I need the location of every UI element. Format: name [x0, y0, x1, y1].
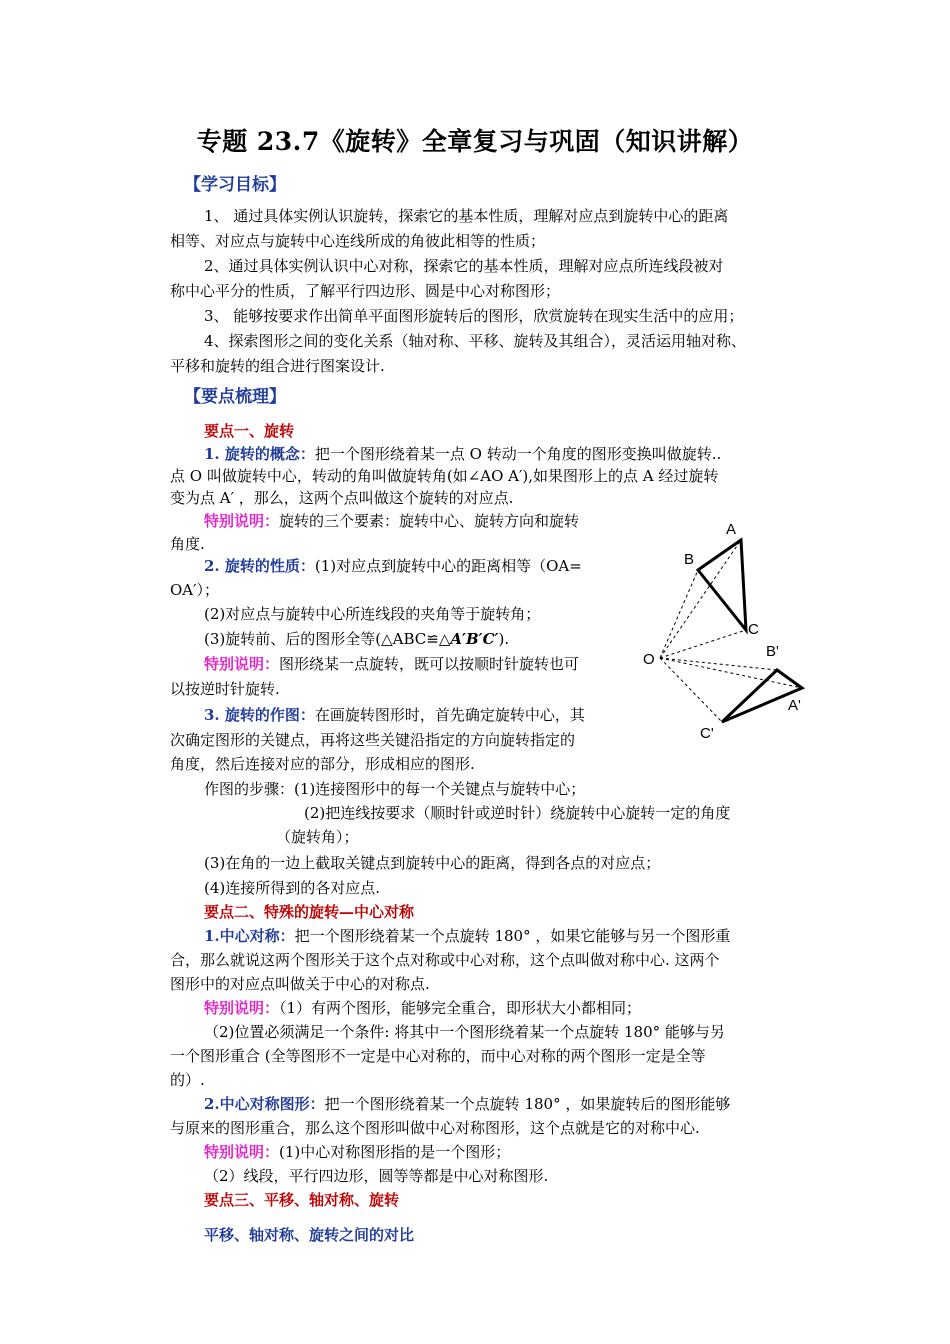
cs-note-line-2: （2)位置必须满足一个条件: 将其中一个图形绕着某一个点旋转 180° 能够与另: [204, 1023, 725, 1041]
line-oc: [660, 630, 746, 658]
line-oc2: [660, 658, 722, 722]
property-line-3: (2)对应点与旋转中心所连线段的夹角等于旋转角；: [204, 605, 541, 623]
triangle-abc: [698, 540, 746, 630]
property-label: 2. 旋转的性质：: [204, 557, 315, 575]
steps-line-4: (3)在角的一边上截取关键点到旋转中心的距离，得到各点的对应点；: [204, 854, 661, 872]
goal-line-5: 3、 能够按要求作出简单平面图形旋转后的图形，欣赏旋转在现实生活中的应用；: [204, 307, 744, 325]
cs-note-label: 特别说明：: [204, 999, 280, 1017]
rotation-diagram: [640, 512, 820, 742]
triangle-image-label: A′B′C′: [450, 630, 499, 648]
note1-line-2: 角度.: [170, 535, 205, 553]
cs-note-line-1: [204, 1001, 641, 1016]
page-title: 专题 23.7《旋转》全章复习与巩固（知识讲解）: [196, 127, 754, 156]
cs-figure-label: 2.中心对称图形：: [204, 1095, 325, 1113]
cs-figure-line-2: 与原来的图形重合，那么这个图形叫做中心对称图形，这个点就是它的对称中心.: [170, 1119, 700, 1137]
property-text: (1)对应点到旋转中心的距离相等（OA=: [314, 557, 582, 575]
cs-note-line-3: 一个图形重合 (全等图形不一定是中心对称的，而中心对称的两个图形一定是全等: [170, 1047, 706, 1065]
comparison-subheading: 平移、轴对称、旋转之间的对比: [204, 1226, 415, 1244]
goal-line-6: 4、探索图形之间的变化关系（轴对称、平移、旋转及其组合），灵活运用轴对称、: [204, 332, 747, 350]
cs-note2-label: 特别说明：: [204, 1143, 280, 1161]
property-congruent-end: ).: [498, 630, 510, 648]
label-c: C: [748, 621, 759, 638]
note2-line-1: [204, 657, 579, 672]
triangle-a2b2c2: [722, 670, 802, 722]
steps-line-2: (2)把连线按要求（顺时针或逆时针）绕旋转中心旋转一定的角度: [304, 804, 731, 822]
line-oa: [660, 540, 741, 658]
rotation-concept-line-2: 点 O 叫做旋转中心，转动的角叫做旋转角(如∠AO A′),如果图形上的点 A 经过旋转: [170, 467, 719, 485]
point2-heading: 要点二、特殊的旋转—中心对称: [204, 903, 415, 921]
cs-note2-line-1: [204, 1145, 510, 1160]
draw-label: 3. 旋转的作图：: [204, 706, 315, 724]
note2-label: 特别说明：: [204, 655, 280, 673]
point1-heading: 要点一、旋转: [204, 422, 295, 440]
steps-line-1: 作图的步骤：(1)连接图形中的每一个关键点与旋转中心；: [204, 780, 586, 798]
goal-line-3: 2、通过具体实例认识中心对称，探索它的基本性质，理解对应点所连线段被对: [204, 257, 724, 275]
cs-note-line-4: 的）.: [170, 1071, 205, 1089]
steps-line-5: (4)连接所得到的各对应点.: [204, 879, 381, 897]
goal-line-2: 相等、对应点与旋转中心连线所成的角彼此相等的性质；: [170, 232, 546, 250]
label-b: B: [684, 551, 695, 568]
cs-figure-line-1: [204, 1097, 730, 1112]
goals-heading: 【学习目标】: [184, 175, 286, 195]
note1-label: 特别说明：: [204, 512, 280, 530]
cs-figure-text: 把一个图形绕着某一个点旋转 180° ，如果旋转后的图形能够: [324, 1095, 731, 1113]
goal-line-7: 平移和旋转的组合进行图案设计.: [170, 357, 385, 375]
central-symmetry-line-2: 合，那么就说这两个图形关于这个点对称或中心对称，这个点叫做对称中心. 这两个: [170, 951, 720, 969]
cs-note2-line-2: （2）线段，平行四边形，圆等等都是中心对称图形.: [204, 1167, 549, 1185]
cs-note-text: （1）有两个图形，能够完全重合，即形状大小都相同；: [279, 999, 642, 1017]
central-symmetry-text: 把一个图形绕着某一个点旋转 180° ，如果它能够与另一个图形重: [294, 927, 731, 945]
goal-line-1: 1、 通过具体实例认识旋转，探索它的基本性质，理解对应点到旋转中心的距离: [204, 207, 729, 225]
rotation-concept-line-3: 变为点 A′ ，那么，这两个点叫做这个旋转的对应点.: [170, 489, 514, 507]
rotation-concept-label: 1. 旋转的概念：: [204, 445, 315, 463]
note1-text: 旋转的三个要素：旋转中心、旋转方向和旋转: [279, 512, 580, 530]
central-symmetry-line-3: 图形中的对应点叫做关于中心的对称点.: [170, 975, 430, 993]
property-congruent-text: (3)旋转前、后的图形全等(△ABC≌△: [204, 630, 451, 648]
dashed-lines: [660, 540, 802, 722]
steps-line-3: （旋转角）；: [276, 828, 359, 846]
draw-line-3: 角度，然后连接对应的部分，形成相应的图形.: [170, 755, 475, 773]
goal-line-4: 称中心平分的性质，了解平行四边形、圆是中心对称图形；: [170, 282, 561, 300]
label-a: A: [726, 521, 737, 538]
property-line-4: [204, 632, 509, 647]
property-line-2: OA′）；: [170, 581, 220, 599]
cs-note2-text: (1)中心对称图形指的是一个图形；: [279, 1143, 511, 1161]
label-o: O: [643, 651, 655, 668]
label-c-prime: C': [700, 725, 714, 742]
rotation-concept-line-1: [204, 447, 721, 462]
label-b-prime: B': [766, 643, 779, 660]
draw-line-1: [204, 708, 585, 723]
label-a-prime: A': [788, 697, 801, 714]
property-line-1: [204, 559, 582, 574]
points-heading: 【要点梳理】: [184, 387, 286, 407]
central-symmetry-line-1: [204, 929, 730, 944]
rotation-concept-text: 把一个图形绕着某一点 O 转动一个角度的图形变换叫做旋转..: [314, 445, 722, 463]
note1-line-1: [204, 514, 579, 529]
draw-line-2: 次确定图形的关键点，再将这些关键沿指定的方向旋转指定的: [170, 731, 576, 749]
note2-line-2: 以按逆时针旋转.: [170, 680, 280, 698]
central-symmetry-label: 1.中心对称：: [204, 927, 295, 945]
line-ob2: [660, 658, 777, 670]
line-ob: [660, 570, 698, 658]
point3-heading: 要点三、平移、轴对称、旋转: [204, 1191, 400, 1209]
note2-text: 图形绕某一点旋转，既可以按顺时针旋转也可: [279, 655, 580, 673]
draw-text: 在画旋转图形时，首先确定旋转中心，其: [314, 706, 585, 724]
